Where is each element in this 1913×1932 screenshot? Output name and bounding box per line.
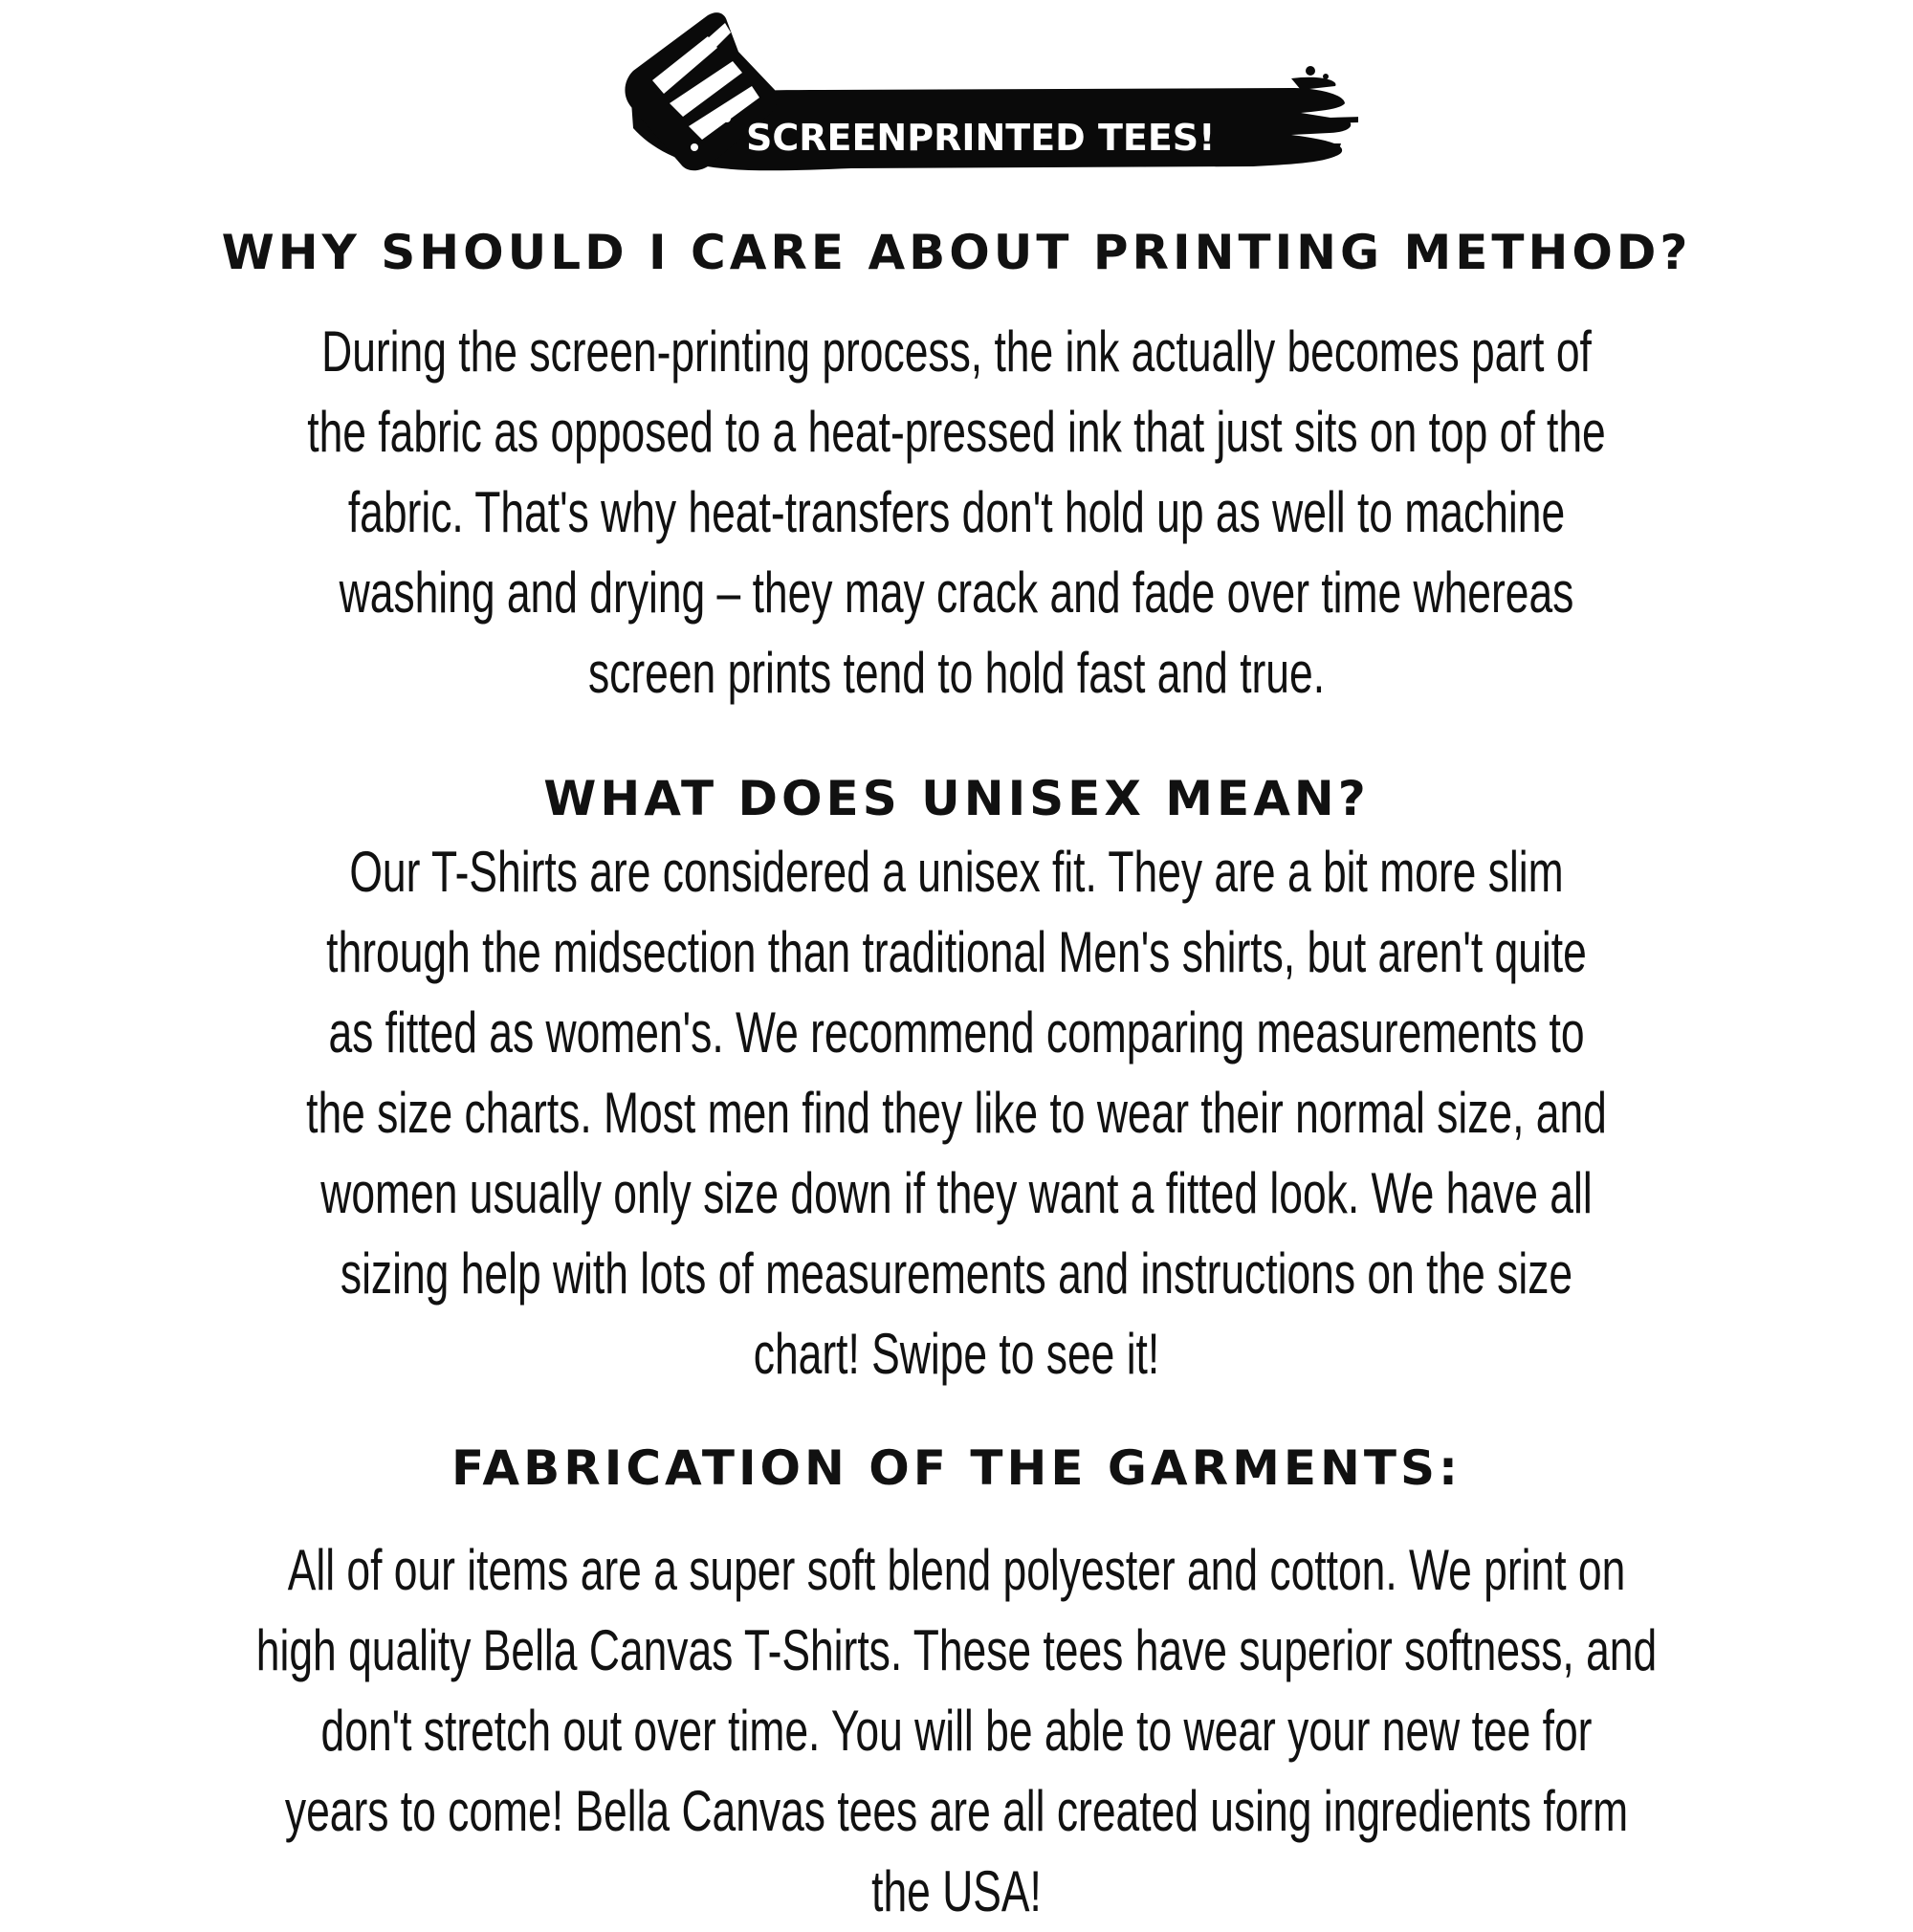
body-line: sizing help with lots of measurements and instructions on the size	[340, 1241, 1573, 1306]
screenprint-banner	[564, 4, 1358, 195]
section-body-printing-method	[249, 312, 1664, 714]
body-line: don't stretch out over time. You will be able to wear your new tee for	[320, 1699, 1593, 1763]
body-line: washing and drying – they may crack and fade over time whereas	[339, 560, 1574, 625]
section-body-unisex	[249, 832, 1664, 1394]
body-line: chart! Swipe to see it!	[753, 1322, 1160, 1386]
body-line: fabric. That's why heat-transfers don't hold up as well to machine	[347, 480, 1566, 544]
body-line: the fabric as opposed to a heat-pressed ink that just sits on top of the	[307, 400, 1606, 464]
body-line: through the midsection than traditional Men's shirts, but aren't quite	[326, 920, 1587, 984]
body-line: screen prints tend to hold fast and true.	[587, 641, 1326, 705]
body-line: the USA!	[871, 1859, 1042, 1923]
body-line: years to come! Bella Canvas tees are all created using ingredients form	[284, 1779, 1629, 1843]
body-line: During the screen-printing process, the ink actually becomes part of	[321, 319, 1592, 384]
section-heading-printing-method: WHY SHOULD I CARE ABOUT PRINTING METHOD?	[221, 225, 1692, 280]
body-line: the size charts. Most men find they like to wear their normal size, and	[306, 1081, 1607, 1145]
body-line: All of our items are a super soft blend polyester and cotton. We print on	[287, 1538, 1626, 1602]
body-line: high quality Bella Canvas T-Shirts. These tees have superior softness, and	[255, 1618, 1658, 1682]
banner-label: SCREENPRINTED TEES!	[746, 117, 1216, 159]
section-body-fabrication	[249, 1530, 1664, 1932]
body-line: as fitted as women's. We recommend comparing measurements to	[328, 1000, 1585, 1065]
section-heading-unisex: WHAT DOES UNISEX MEAN?	[543, 771, 1370, 826]
body-line: Our T-Shirts are considered a unisex fit. They are a bit more slim	[349, 840, 1564, 904]
body-line: women usually only size down if they want a fitted look. We have all	[320, 1161, 1593, 1225]
section-heading-fabrication: FABRICATION OF THE GARMENTS:	[451, 1440, 1462, 1496]
squeegee-icon	[564, 4, 1358, 195]
